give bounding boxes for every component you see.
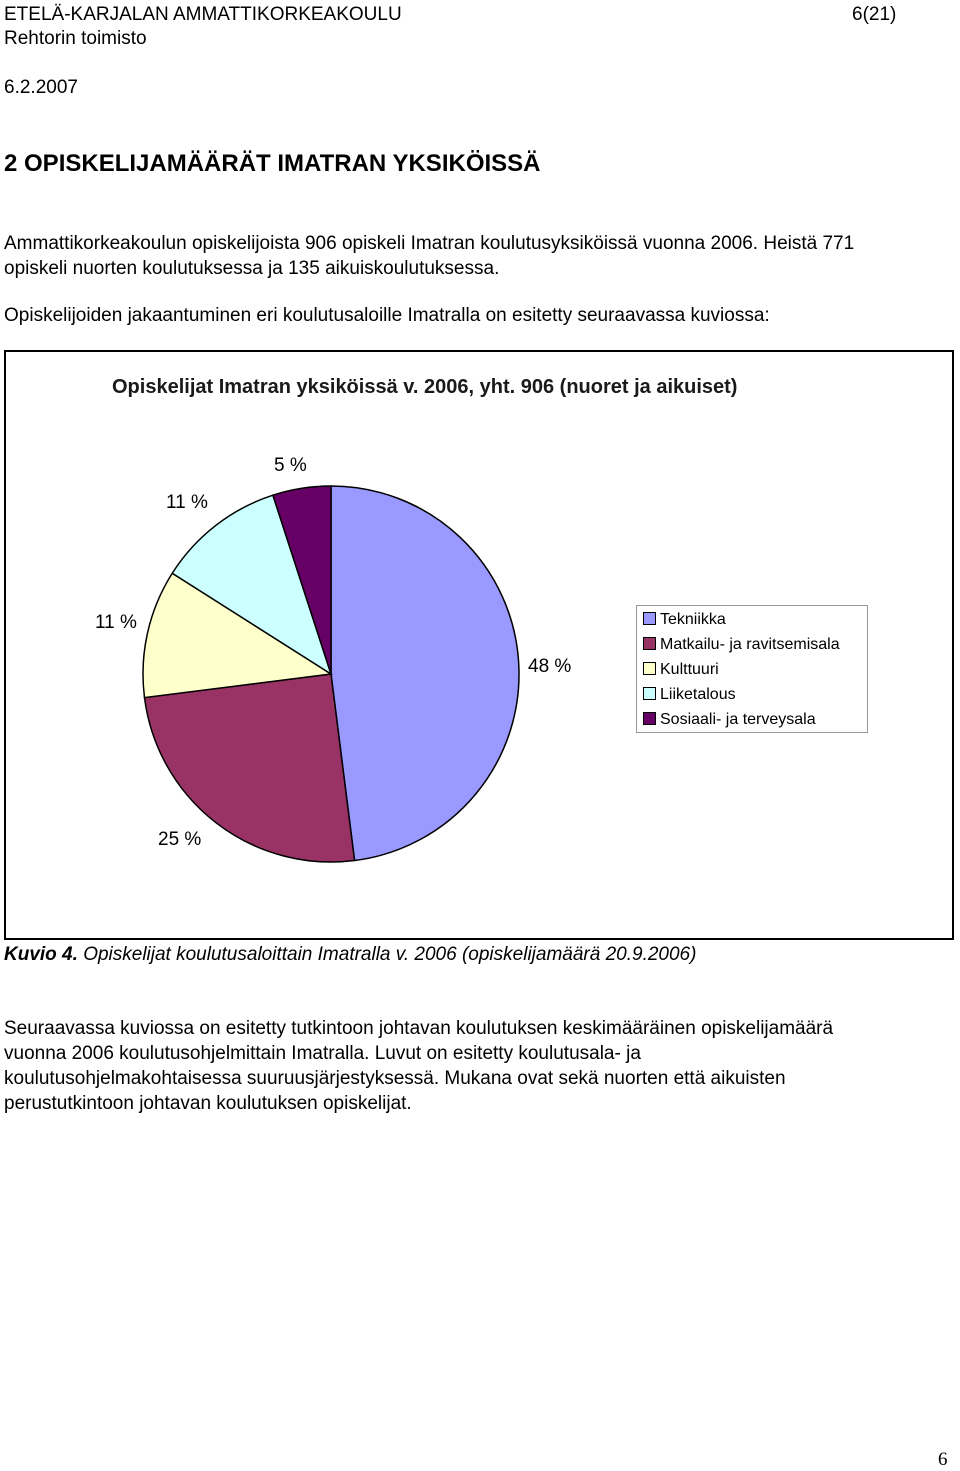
paragraph-line: opiskeli nuorten koulutuksessa ja 135 aikuiskoulutuksessa. — [4, 258, 500, 279]
legend-label: Tekniikka — [660, 611, 726, 628]
legend-item — [643, 635, 840, 655]
chart-title: Opiskelijat Imatran yksiköissä v. 2006, yht. 906 (nuoret ja aikuiset) — [112, 376, 738, 398]
data-label-sosiaali: 5 % — [274, 455, 307, 476]
legend-swatch — [643, 612, 656, 625]
page-number: 6 — [938, 1449, 948, 1470]
legend-label: Liiketalous — [660, 686, 736, 703]
legend-item — [643, 610, 726, 630]
legend-swatch — [643, 662, 656, 675]
caption-text: Opiskelijat koulutusaloittain Imatralla v. 2006 (opiskelijamäärä 20.9.2006) — [83, 944, 697, 965]
legend-item — [643, 660, 719, 680]
caption-label: Kuvio 4. — [4, 944, 78, 965]
data-label-tekniikka: 48 % — [528, 656, 572, 677]
organization-name: ETELÄ-KARJALAN AMMATTIKORKEAKOULU — [4, 4, 402, 25]
legend-swatch — [643, 687, 656, 700]
data-label-kulttuuri: 11 % — [95, 612, 137, 633]
office-name: Rehtorin toimisto — [4, 28, 147, 49]
paragraph-line: koulutusohjelmakohtaisessa suuruusjärjestyksessä. Mukana ovat sekä nuorten että aikuisten — [4, 1068, 786, 1089]
section-heading: 2 OPISKELIJAMÄÄRÄT IMATRAN YKSIKÖISSÄ — [4, 150, 541, 177]
legend-label: Matkailu- ja ravitsemisala — [660, 636, 840, 653]
figure-caption — [4, 944, 696, 966]
paragraph-line: perustutkintoon johtavan koulutuksen opiskelijat. — [4, 1093, 412, 1114]
legend-label: Kulttuuri — [660, 661, 719, 678]
chart-legend — [636, 605, 868, 733]
data-label-liiketalous: 11 % — [166, 492, 208, 513]
legend-swatch — [643, 712, 656, 725]
legend-item — [643, 685, 736, 705]
pie-slice-tekniikka — [331, 486, 519, 861]
paragraph-line: Seuraavassa kuviossa on esitetty tutkintoon johtavan koulutuksen keskimääräinen opiskelijamäärä — [4, 1018, 834, 1039]
paragraph-line: Opiskelijoiden jakaantuminen eri koulutusaloille Imatralla on esitetty seuraavassa kuviossa: — [4, 305, 770, 326]
paragraph-line: vuonna 2006 koulutusohjelmittain Imatralla. Luvut on esitetty koulutusala- ja — [4, 1043, 641, 1064]
legend-item — [643, 710, 816, 730]
data-label-matkailu: 25 % — [158, 829, 202, 850]
paragraph-line: Ammattikorkeakoulun opiskelijoista 906 opiskeli Imatran koulutusyksiköissä vuonna 2006. Heistä 771 — [4, 233, 855, 254]
page-reference: 6(21) — [852, 4, 897, 25]
document-date: 6.2.2007 — [4, 77, 78, 98]
legend-swatch — [643, 637, 656, 650]
legend-label: Sosiaali- ja terveysala — [660, 711, 816, 728]
